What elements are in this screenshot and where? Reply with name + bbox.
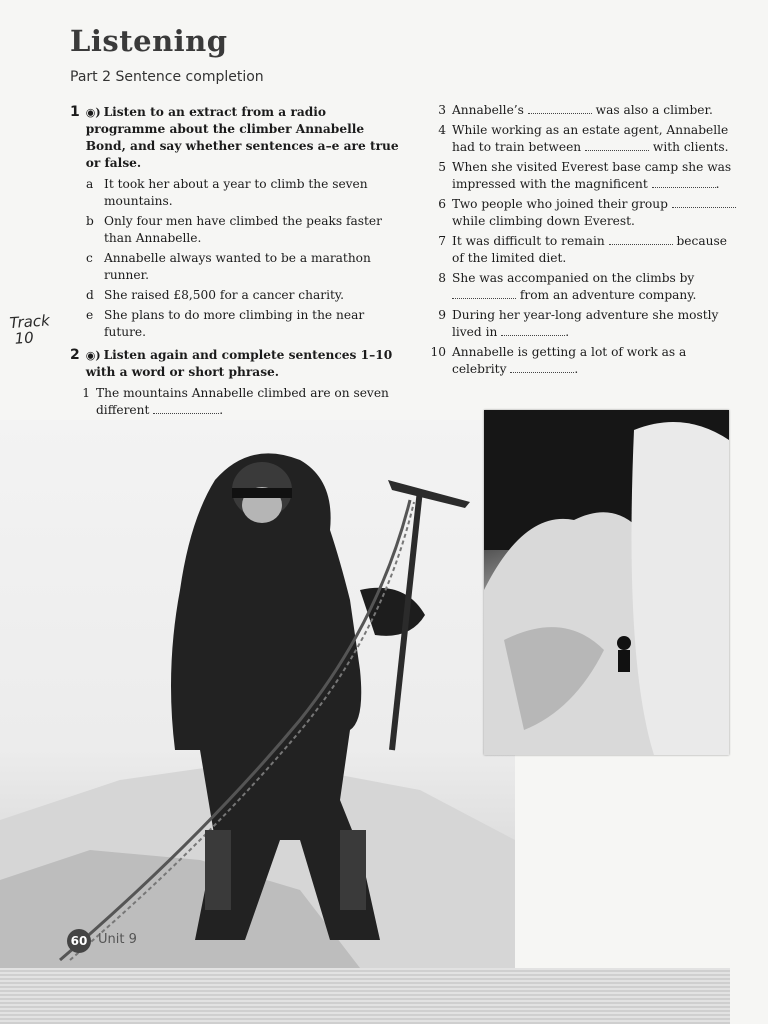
list-item: a It took her about a year to climb the seven mountains.: [86, 177, 368, 208]
unit-label: Unit 9: [98, 932, 137, 947]
climber-photo: [0, 420, 515, 968]
audio-speaker-icon: ◉): [85, 106, 101, 119]
handwritten-track-number: 10: [13, 328, 35, 348]
list-item: c Annabelle always wanted to be a marathon runner.: [86, 251, 371, 282]
answer-blank[interactable]: [672, 196, 736, 208]
list-item: 1 The mountains Annabelle climbed are on seven different .: [82, 386, 389, 417]
list-item: 5 When she visited Everest base camp she was impressed with the magnificent .: [438, 160, 732, 191]
answer-blank[interactable]: [452, 287, 516, 299]
task-instruction: Listen to an extract from a radio programme about the climber Annabelle Bond, and say whether sentences a–e are true or false.: [85, 105, 399, 170]
page-number-badge: 60: [67, 929, 91, 953]
task-2: [70, 347, 400, 381]
answer-blank[interactable]: [585, 139, 649, 151]
page-title: Listening: [70, 24, 228, 58]
list-item: b Only four men have climbed the peaks faster than Annabelle.: [86, 214, 382, 245]
list-item: 9 During her year-long adventure she mostly lived in .: [438, 308, 719, 339]
sentence-list-right: [426, 102, 736, 378]
list-item: d She raised £8,500 for a cancer charity.: [86, 288, 345, 302]
list-item: 8 She was accompanied on the climbs by from an adventure company.: [438, 271, 697, 302]
answer-blank[interactable]: [501, 324, 565, 336]
answer-blank[interactable]: [652, 176, 716, 188]
list-item: 7 It was difficult to remain because of the limited diet.: [438, 234, 727, 265]
answer-blank[interactable]: [510, 361, 574, 373]
list-item: 4 While working as an estate agent, Annabelle had to train between with clients.: [438, 123, 729, 154]
handwritten-track-note: [9, 311, 71, 347]
list-item: 6 Two people who joined their group while climbing down Everest.: [426, 196, 736, 230]
task-number: 1: [70, 104, 80, 120]
audio-speaker-icon: ◉): [85, 349, 101, 362]
task-instruction: Listen again and complete sentences 1–10 with a word or short phrase.: [85, 348, 393, 379]
task-number: 2: [70, 347, 80, 363]
right-column: [426, 102, 736, 381]
list-item: e She plans to do more climbing in the near future.: [86, 308, 365, 339]
task-1: [70, 104, 400, 172]
climber-illustration: [0, 420, 515, 968]
icefall-photo: [484, 410, 729, 755]
handwritten-track-word: Track: [8, 311, 51, 333]
list-item: 3 Annabelle’s was also a climber.: [438, 103, 713, 117]
answer-blank[interactable]: [609, 233, 673, 245]
footer-band: [0, 968, 730, 1024]
left-column: [70, 104, 400, 442]
icefall-illustration: [484, 410, 729, 755]
answer-blank[interactable]: [528, 102, 592, 114]
answer-blank[interactable]: [153, 402, 219, 414]
true-false-list: [70, 176, 400, 341]
section-subtitle: Part 2 Sentence completion: [70, 69, 264, 85]
list-item: 10 Annabelle is getting a lot of work as a celebrity .: [430, 345, 687, 376]
